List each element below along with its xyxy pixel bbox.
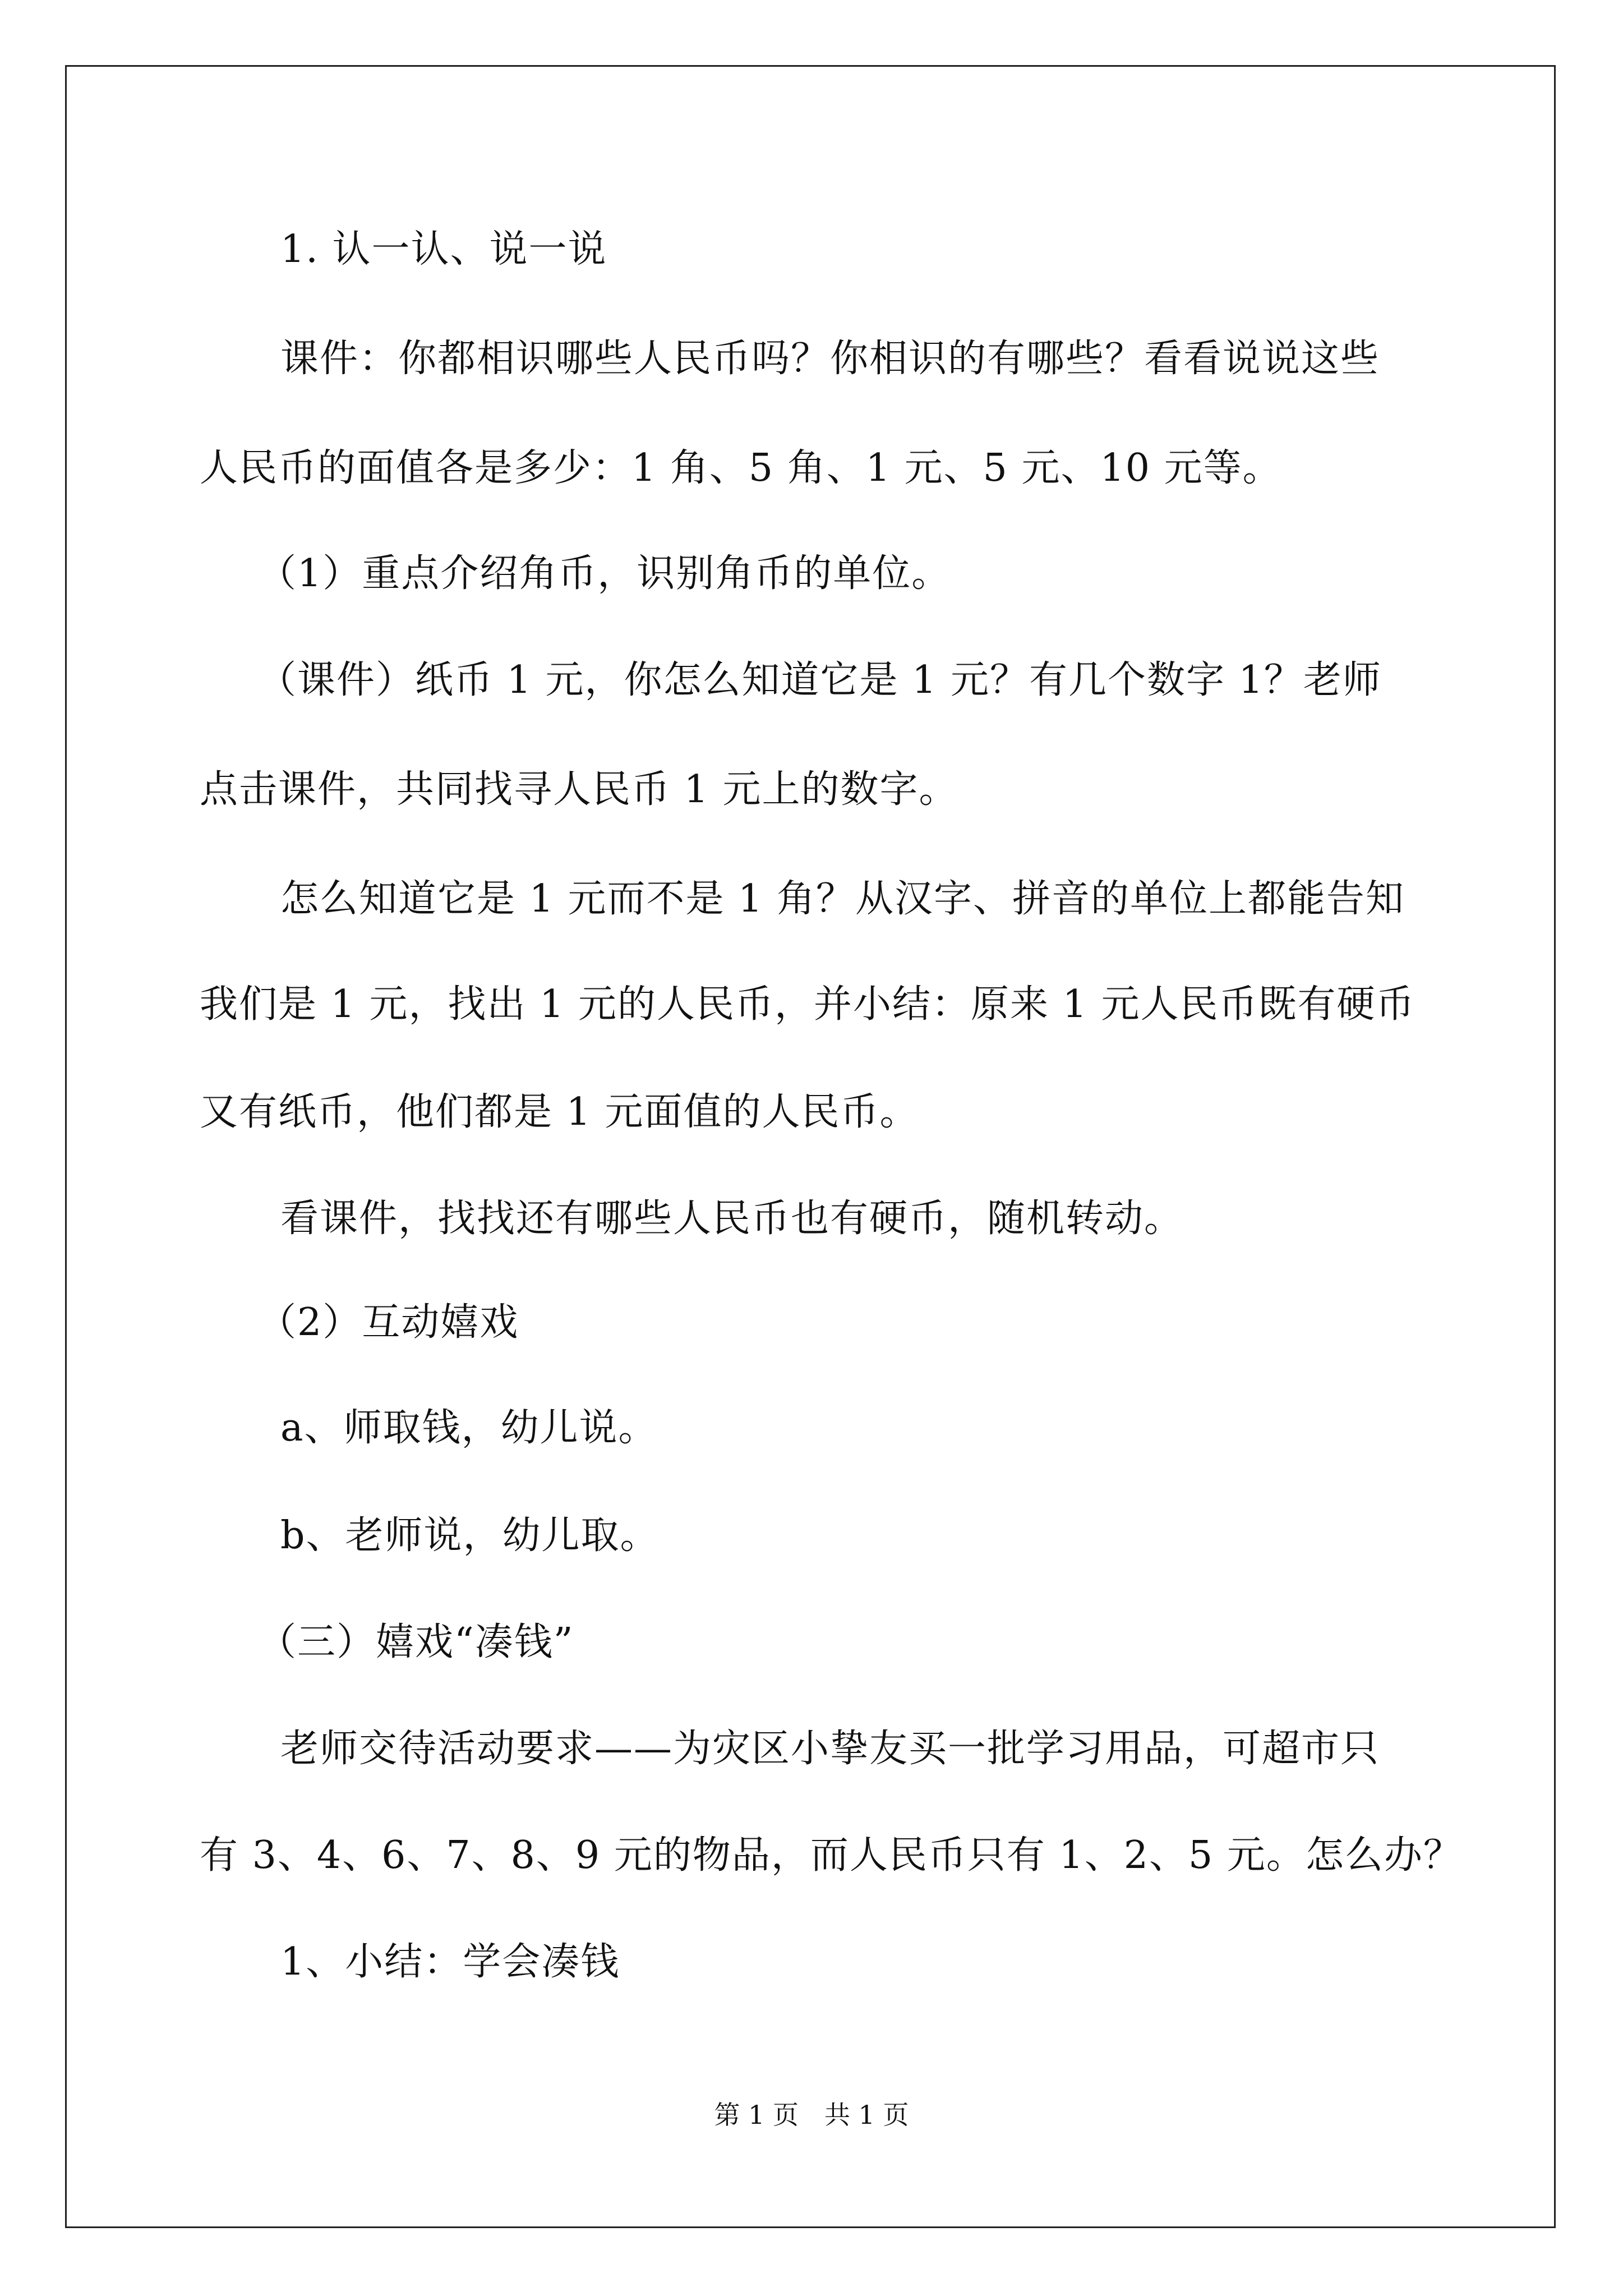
paragraph-line-4: （课件）纸币 1 元，你怎么知道它是 1 元？有几个数字 1？老师 (258, 658, 1382, 702)
paragraph-heading-3: （三）嬉戏“凑钱” (258, 1620, 574, 1664)
paragraph-line-3: （1）重点介绍角币，识别角币的单位。 (258, 551, 951, 596)
paragraph-line-7: 我们是 1 元，找出 1 元的人民币，并小结：原来 1 元人民币既有硬币 (200, 982, 1415, 1027)
paragraph-heading-1: 1. 认一认、说一说 (280, 227, 607, 272)
paragraph-line-2: 人民币的面值各是多少：1 角、5 角、1 元、5 元、10 元等。 (200, 446, 1282, 490)
paragraph-heading-2: （2）互动嬉戏 (258, 1300, 519, 1345)
paragraph-line-14: 老师交待活动要求——为灾区小挚友买一批学习用品，可超市只 (280, 1727, 1380, 1771)
page-footer: 第 1 页 共 1 页 (714, 2100, 909, 2130)
paragraph-item-b: b、老师说，幼儿取。 (280, 1513, 660, 1558)
page-border (65, 65, 1556, 2228)
paragraph-item-a: a、师取钱，幼儿说。 (280, 1406, 658, 1450)
paragraph-line-8: 又有纸币，他们都是 1 元面值的人民币。 (200, 1090, 919, 1134)
paragraph-line-1: 课件：你都相识哪些人民币吗？你相识的有哪些？看看说说这些 (280, 337, 1380, 381)
paragraph-line-15: 有 3、4、6、7、8、9 元的物品，而人民币只有 1、2、5 元。怎么办？ (200, 1833, 1463, 1878)
paragraph-line-5: 点击课件，共同找寻人民币 1 元上的数字。 (200, 767, 958, 812)
paragraph-line-9: 看课件，找找还有哪些人民币也有硬币，随机转动。 (280, 1197, 1184, 1241)
paragraph-summary: 1、小结：学会凑钱 (280, 1940, 620, 1984)
paragraph-line-6: 怎么知道它是 1 元而不是 1 角？从汉字、拼音的单位上都能告知 (280, 877, 1405, 921)
